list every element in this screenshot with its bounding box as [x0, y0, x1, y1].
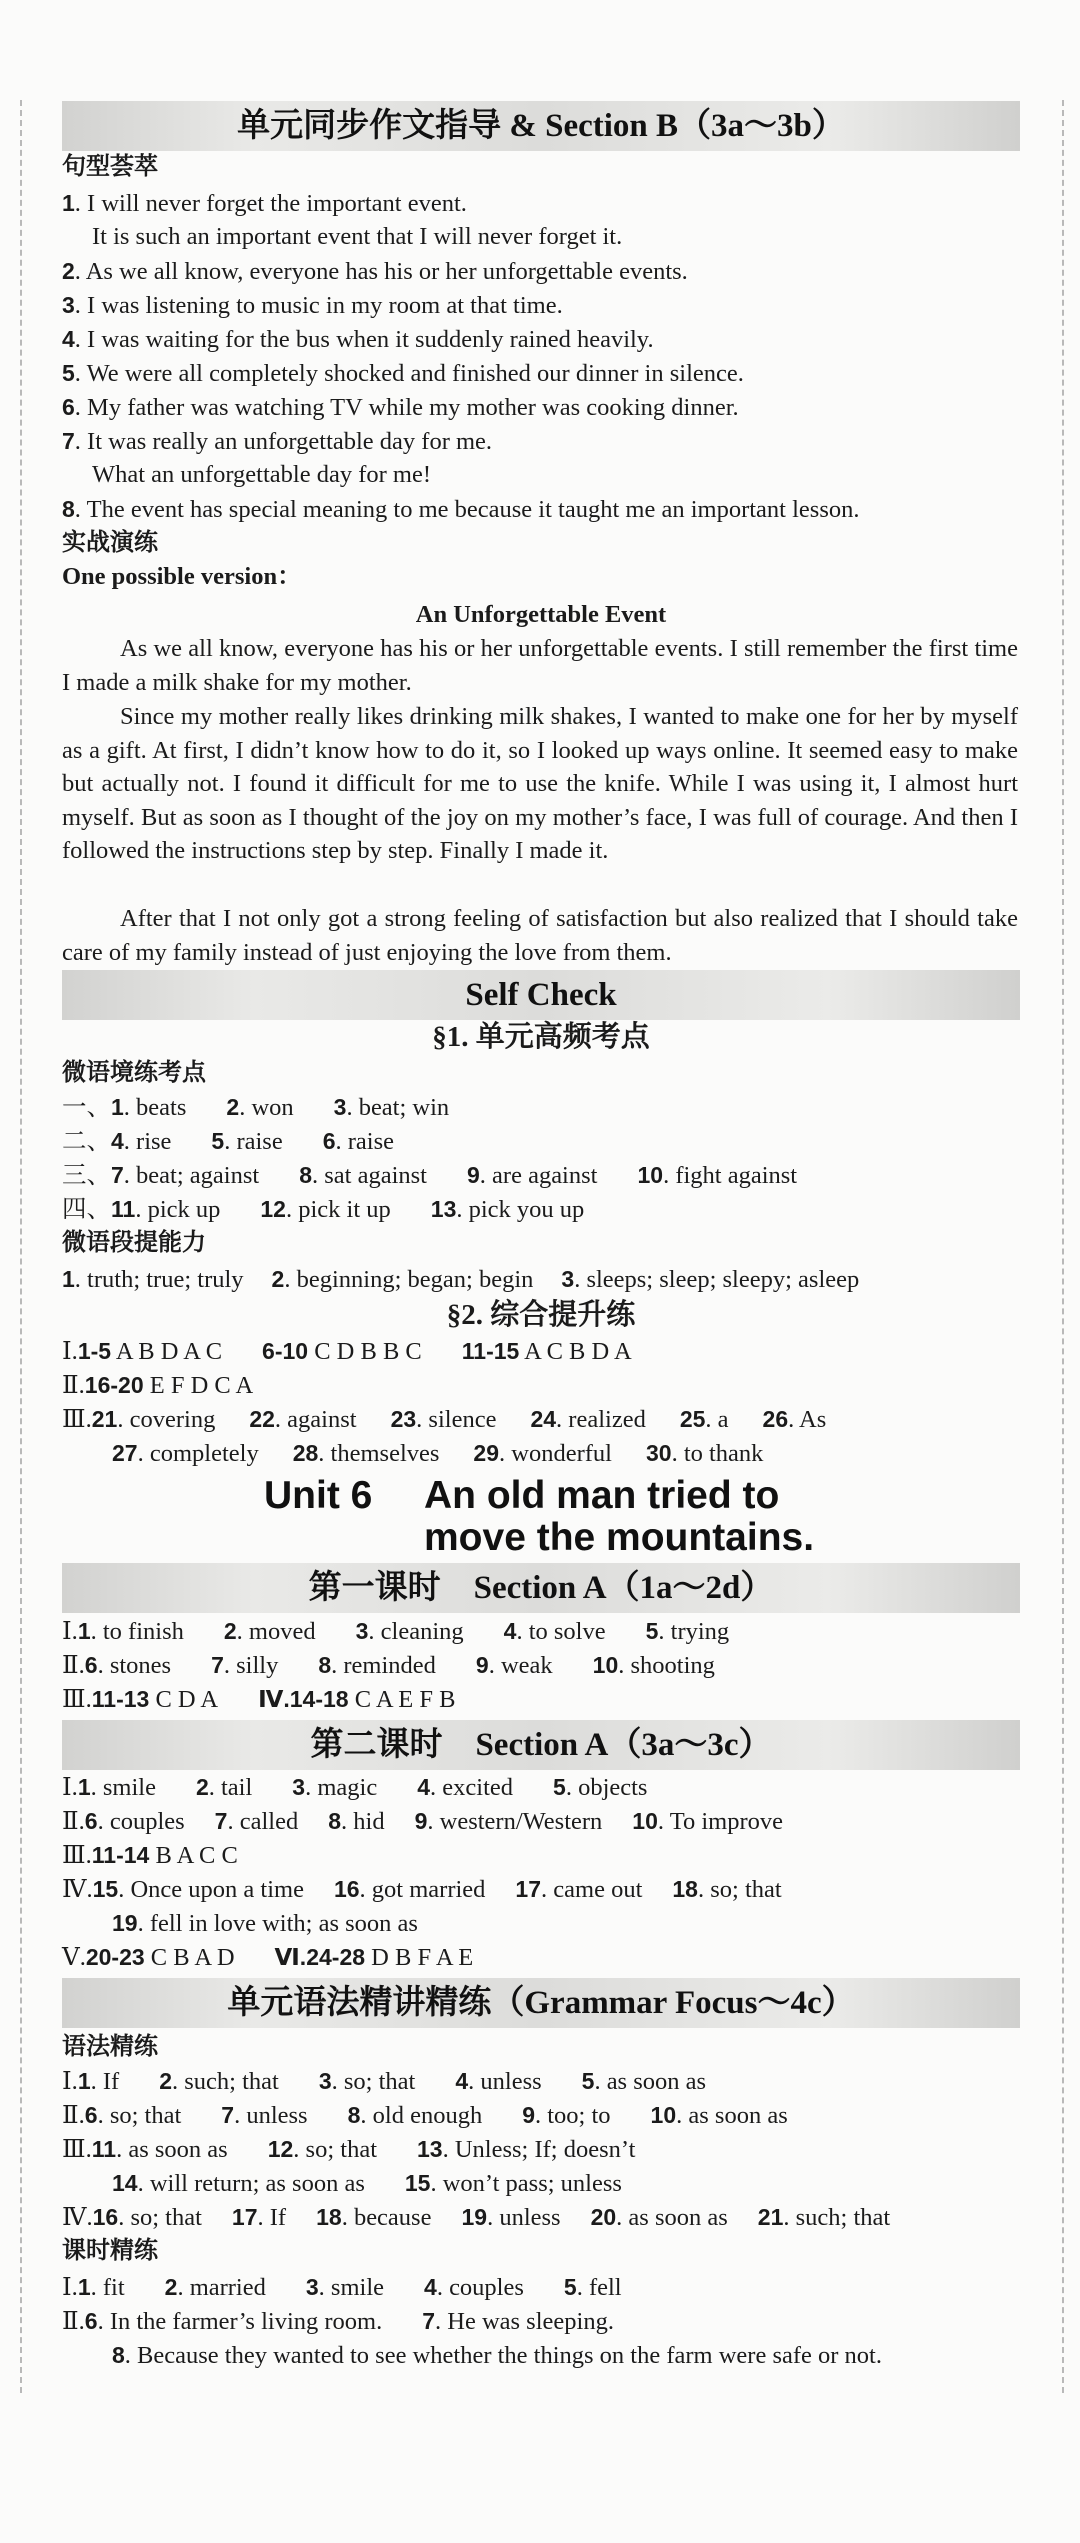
row-prefix: Ⅲ. [62, 1406, 92, 1433]
item-text: . so; that [293, 2136, 378, 2163]
item-text: . fit [90, 2274, 125, 2301]
item-number: 24 [530, 1406, 557, 1432]
item-text: . too; to [535, 2102, 611, 2129]
item-number: 8 [347, 2102, 361, 2128]
answer-row [62, 1402, 826, 1437]
row-prefix: 二、 [62, 1128, 111, 1155]
row-prefix: 一、 [62, 1094, 111, 1121]
item-text: . beginning; began; begin [284, 1266, 534, 1293]
row-prefix: Ⅴ. [62, 1944, 86, 1971]
item-text: . couples [436, 2274, 524, 2301]
item-text: A B D A C [111, 1338, 223, 1365]
row-prefix: Ⅳ. [62, 2204, 93, 2231]
item-number: 2 [195, 1774, 209, 1800]
item-text: . cleaning [368, 1618, 464, 1645]
item-text: . such; that [783, 2204, 891, 2231]
item-text: . themselves [318, 1440, 440, 1467]
item-text: C D B B C [308, 1338, 422, 1365]
item-text: . If [257, 2204, 287, 2231]
sentence-item [62, 390, 739, 425]
item-text: . shooting [618, 1652, 715, 1679]
unit-title-line2: move the mountains. [424, 1516, 815, 1559]
item-number: 4 [111, 1128, 124, 1154]
item-text: . moved [236, 1618, 316, 1645]
item-number: 11-14 [91, 1842, 150, 1868]
item-text: . trying [658, 1618, 730, 1645]
item-number: 7 [221, 2102, 235, 2128]
item-number: 3 [333, 1094, 347, 1120]
item-text: . sat against [311, 1162, 427, 1189]
item-text: . pick you up [456, 1196, 585, 1223]
answer-row [62, 1838, 238, 1873]
item-number: 8 [299, 1162, 312, 1188]
row-prefix: Ⅱ. [62, 2308, 85, 2335]
item-text: . as soon as [594, 2068, 707, 2095]
sentence-item [62, 322, 654, 357]
item-number: 6 [62, 394, 75, 420]
item-text: . beat; win [346, 1094, 450, 1121]
item-text: E F D C A [143, 1372, 254, 1399]
item-text: . objects [565, 1774, 648, 1801]
item-text: . came out [541, 1876, 643, 1903]
answer-row [62, 1682, 455, 1717]
subheading: 微语段提能力 [62, 1230, 206, 1256]
item-number: 20 [590, 2204, 617, 2230]
item-text: . silly [223, 1652, 279, 1679]
item-number: 3 [318, 2068, 332, 2094]
item-number: 6 [322, 1128, 336, 1154]
item-text: . beats [123, 1094, 187, 1121]
item-number: 11-15 [461, 1338, 520, 1364]
item-number: 18 [316, 2204, 342, 2230]
item-number: 17 [231, 2204, 258, 2230]
item-number: 29 [473, 1440, 500, 1466]
row-prefix: 四、 [62, 1196, 111, 1223]
item-number: 5 [563, 2274, 577, 2300]
answer-row [62, 1192, 584, 1227]
answer-row [62, 1648, 715, 1683]
answer-row [62, 1872, 782, 1907]
item-number: 9 [414, 1808, 428, 1834]
item-text: . smile [318, 2274, 385, 2301]
item-text: . won’t pass; unless [430, 2170, 622, 2197]
item-text: . unless [234, 2102, 308, 2129]
item-number: 25 [679, 1406, 706, 1432]
answer-row [62, 1124, 394, 1159]
item-text: . to finish [90, 1618, 184, 1645]
answer-row [62, 1614, 729, 1649]
item-number: Ⅳ.14-18 [258, 1686, 349, 1712]
subheading: 句型荟萃 [62, 154, 158, 180]
item-number: 1 [77, 1618, 91, 1644]
item-number: 11 [91, 2136, 117, 2162]
item-number: 6-10 [262, 1338, 309, 1364]
item-number: 5 [553, 1774, 566, 1800]
item-text: . to solve [516, 1618, 606, 1645]
item-number: 2 [226, 1094, 240, 1120]
item-text: . magic [305, 1774, 378, 1801]
item-number: 21 [91, 1406, 118, 1432]
item-text: . got married [359, 1876, 486, 1903]
answer-row [62, 2270, 622, 2305]
unit-title-line1: An old man tried to [424, 1474, 780, 1517]
essay-paragraph: After that I not only got a strong feeling of satisfaction but also realized that I should take care of my family instead of just enjoying the love from them. [62, 905, 1018, 966]
item-text: . so; that [331, 2068, 416, 2095]
item-number: 11-13 [91, 1686, 150, 1712]
item-number: 10 [592, 1652, 619, 1678]
answer-row [62, 1368, 253, 1403]
item-number: 4 [417, 1774, 431, 1800]
item-text: . fight against [663, 1162, 798, 1189]
row-prefix: 三、 [62, 1162, 111, 1189]
item-number: 18 [672, 1876, 698, 1902]
item-text: . Unless; If; doesn’t [442, 2136, 636, 2163]
item-text: . to thank [671, 1440, 764, 1467]
item-text: . a [705, 1406, 729, 1433]
item-text: . realized [556, 1406, 646, 1433]
item-text: B A C C [149, 1842, 238, 1869]
item-number: 16 [333, 1876, 360, 1902]
item-text: . are against [479, 1162, 598, 1189]
item-text: . married [177, 2274, 266, 2301]
item-text: . reminded [331, 1652, 436, 1679]
row-prefix: Ⅱ. [62, 1808, 85, 1835]
item-number: 27 [112, 1440, 138, 1466]
item-text: . as soon as [116, 2136, 228, 2163]
unit-label: Unit 6 [264, 1474, 373, 1517]
item-text: . weak [488, 1652, 553, 1679]
sentence-item [62, 186, 467, 221]
item-number: 11 [111, 1196, 136, 1222]
item-number: 3 [62, 292, 75, 318]
section-banner: 单元同步作文指导 & Section B（3a～3b） [62, 101, 1020, 151]
item-number: 8 [318, 1652, 332, 1678]
sentence-item [92, 220, 622, 254]
item-number: Ⅵ.24-28 [274, 1944, 366, 1970]
item-number: 15 [404, 2170, 431, 2196]
item-text: . fell in love with; as soon as [137, 1910, 418, 1937]
row-prefix: Ⅱ. [62, 1372, 85, 1399]
item-number: 6 [84, 2102, 98, 2128]
essay-title: An Unforgettable Event [415, 601, 667, 628]
item-text: . covering [117, 1406, 216, 1433]
item-text: . raise [224, 1128, 283, 1155]
item-number: 7 [62, 428, 75, 454]
section-subtitle: §2. 综合提升练 [446, 1299, 636, 1331]
item-number: 16 [92, 2204, 119, 2230]
answer-row [112, 1436, 763, 1471]
item-number: 6 [84, 2308, 98, 2334]
item-text: . unless [468, 2068, 542, 2095]
item-number: 5 [211, 1128, 225, 1154]
item-text: . We were all completely shocked and finished our dinner in silence. [74, 360, 744, 387]
item-text: . completely [137, 1440, 259, 1467]
item-number: 19 [461, 2204, 488, 2230]
item-number: 5 [581, 2068, 595, 2094]
item-number: 3 [355, 1618, 369, 1644]
subheading: 实战演练 [62, 530, 158, 556]
item-number: 9 [475, 1652, 489, 1678]
answer-row [62, 1262, 859, 1297]
answer-row [112, 1906, 418, 1941]
subheading: 微语境练考点 [62, 1060, 206, 1086]
sentence-item [62, 356, 744, 391]
item-text: What an unforgettable day for me! [92, 461, 432, 488]
item-text: . stones [97, 1652, 172, 1679]
sentence-item [92, 458, 431, 492]
item-text: . As we all know, everyone has his or her unforgettable events. [74, 258, 688, 285]
row-prefix: Ⅲ. [62, 1842, 92, 1869]
item-number: 26 [762, 1406, 789, 1432]
item-text: . As [788, 1406, 827, 1433]
item-text: . The event has special meaning to me because it taught me an important lesson. [74, 496, 860, 523]
item-number: 1 [77, 1774, 91, 1800]
item-number: 13 [430, 1196, 457, 1222]
item-text: . I was waiting for the bus when it suddenly rained heavily. [74, 326, 654, 353]
item-number: 23 [390, 1406, 417, 1432]
item-text: . I will never forget the important event. [74, 190, 467, 217]
item-number: 1-5 [77, 1338, 112, 1364]
item-text: . If [90, 2068, 120, 2095]
item-text: . as soon as [676, 2102, 788, 2129]
item-text: C B A D [144, 1944, 235, 1971]
item-text: . He was sleeping. [435, 2308, 614, 2335]
item-number: 7 [111, 1162, 124, 1188]
item-number: 20-23 [85, 1944, 145, 1970]
item-number: 2 [159, 2068, 172, 2094]
item-number: 7 [422, 2308, 436, 2334]
answer-row [62, 2132, 635, 2167]
item-number: 14 [112, 2170, 138, 2196]
item-text: . smile [90, 1774, 156, 1801]
item-number: 6 [84, 1808, 98, 1834]
item-text: . pick it up [285, 1196, 391, 1223]
item-text: It is such an important event that I will never forget it. [92, 223, 623, 250]
item-number: 19 [112, 1910, 138, 1936]
version-label: One possible version： [62, 563, 302, 590]
item-number: 4 [424, 2274, 437, 2300]
item-text: . won [239, 1094, 294, 1121]
item-text: . sleeps; sleep; sleepy; asleep [574, 1266, 860, 1293]
item-text: . so; that [697, 1876, 782, 1903]
item-text: . hid [341, 1808, 385, 1835]
item-number: 9 [522, 2102, 535, 2128]
row-prefix: Ⅰ. [62, 2068, 78, 2095]
answer-row [62, 1158, 797, 1193]
item-text: . will return; as soon as [137, 2170, 365, 2197]
essay-paragraph: As we all know, everyone has his or her unforgettable events. I still remember the first time I made a milk shake for my mother. [62, 635, 1018, 696]
item-number: 9 [466, 1162, 480, 1188]
item-text: . pick up [135, 1196, 221, 1223]
item-text: . couples [97, 1808, 185, 1835]
item-number: 4 [455, 2068, 469, 2094]
item-number: 7 [211, 1652, 224, 1678]
row-prefix: Ⅰ. [62, 1774, 78, 1801]
right-fold-line [1062, 100, 1064, 2393]
section-banner: Self Check [62, 970, 1020, 1020]
item-text: C A E F B [348, 1686, 456, 1713]
section-banner: 第二课时 Section A（3a～3c） [62, 1720, 1020, 1770]
subheading: 课时精练 [62, 2238, 158, 2264]
item-number: 10 [650, 2102, 677, 2128]
item-text: . silence [416, 1406, 497, 1433]
section-banner: 单元语法精讲精练（Grammar Focus～4c） [62, 1978, 1020, 2028]
row-prefix: Ⅳ. [62, 1876, 93, 1903]
item-text: A C B D A [519, 1338, 632, 1365]
essay-paragraph: Since my mother really likes drinking milk shakes, I wanted to make one for her by myself as a gift. At first, I didn’t know how to do it, so I looked up ways online. It seemed easy to make but actually not. I found it difficult for me to use the knife. While I was using it, I almost hurt myself. But as soon as I thought of the joy on my mother’s face, I was full of courage. And then I followed the instructions step by step. Finally I made it. [62, 703, 1018, 865]
item-text: . Because they wanted to see whether the things on the farm were safe or not. [124, 2342, 882, 2369]
row-prefix: Ⅲ. [62, 1686, 92, 1713]
item-text: . fell [576, 2274, 622, 2301]
answer-row [62, 1940, 473, 1975]
row-prefix: Ⅲ. [62, 2136, 92, 2163]
answer-row [112, 2338, 882, 2373]
item-number: 2 [62, 258, 75, 284]
row-prefix: Ⅰ. [62, 1618, 78, 1645]
item-text: . called [227, 1808, 299, 1835]
item-text: . so; that [97, 2102, 182, 2129]
item-number: 2 [223, 1618, 237, 1644]
item-number: 5 [62, 360, 75, 386]
item-text: . old enough [360, 2102, 483, 2129]
item-text: . excited [430, 1774, 514, 1801]
item-text: . unless [487, 2204, 561, 2231]
item-number: 7 [214, 1808, 228, 1834]
row-prefix: Ⅱ. [62, 2102, 85, 2129]
sentence-item [62, 288, 563, 323]
item-number: 16-20 [84, 1372, 144, 1398]
item-text: . wonderful [499, 1440, 612, 1467]
item-number: 1 [62, 190, 75, 216]
row-prefix: Ⅰ. [62, 2274, 78, 2301]
answer-row [62, 1770, 647, 1805]
item-text: . It was really an unforgettable day for me. [74, 428, 493, 455]
answer-row [62, 1090, 449, 1125]
item-number: 22 [249, 1406, 275, 1432]
item-text: . western/Western [427, 1808, 603, 1835]
sentence-item [62, 424, 492, 459]
item-text: . rise [123, 1128, 172, 1155]
item-number: 8 [328, 1808, 342, 1834]
item-number: 10 [637, 1162, 664, 1188]
item-number: 8 [62, 496, 75, 522]
item-number: 13 [417, 2136, 443, 2162]
item-number: 21 [757, 2204, 784, 2230]
item-text: . My father was watching TV while my mother was cooking dinner. [74, 394, 739, 421]
item-number: 1 [62, 1266, 75, 1292]
item-number: 30 [645, 1440, 672, 1466]
item-number: 6 [84, 1652, 98, 1678]
answer-row [62, 2098, 788, 2133]
item-number: 1 [77, 2274, 91, 2300]
item-text: . tail [208, 1774, 253, 1801]
item-text: . such; that [171, 2068, 279, 2095]
item-number: 15 [92, 1876, 119, 1902]
left-fold-line [20, 100, 22, 2393]
item-number: 28 [292, 1440, 319, 1466]
answer-row [62, 1804, 783, 1839]
item-text: . To improve [657, 1808, 783, 1835]
item-number: 12 [260, 1196, 286, 1222]
item-number: 2 [271, 1266, 285, 1292]
item-text: D B F A E [365, 1944, 474, 1971]
item-number: 10 [632, 1808, 658, 1834]
answer-row [62, 2200, 890, 2235]
item-text: C D A [149, 1686, 219, 1713]
item-number: 4 [503, 1618, 517, 1644]
item-number: 3 [292, 1774, 306, 1800]
item-number: 17 [515, 1876, 542, 1902]
item-number: 8 [112, 2342, 125, 2368]
sentence-item [62, 492, 859, 527]
item-number: 5 [645, 1618, 659, 1644]
answer-row [62, 1334, 632, 1369]
item-number: 1 [77, 2068, 91, 2094]
answer-row [62, 2304, 614, 2339]
item-number: 12 [267, 2136, 294, 2162]
item-text: . beat; against [123, 1162, 260, 1189]
item-text: . against [274, 1406, 357, 1433]
item-text: . truth; true; truly [74, 1266, 244, 1293]
item-text: . raise [335, 1128, 395, 1155]
item-number: 1 [111, 1094, 124, 1120]
row-prefix: Ⅱ. [62, 1652, 85, 1679]
item-text: . because [341, 2204, 432, 2231]
item-text: . as soon as [616, 2204, 728, 2231]
item-text: . Once upon a time [118, 1876, 304, 1903]
item-text: . so; that [118, 2204, 202, 2231]
row-prefix: Ⅰ. [62, 1338, 78, 1365]
item-number: 4 [62, 326, 75, 352]
subheading: 语法精练 [62, 2034, 158, 2060]
section-subtitle: §1. 单元高频考点 [432, 1021, 650, 1053]
answer-row [112, 2166, 622, 2201]
item-number: 3 [561, 1266, 575, 1292]
section-banner: 第一课时 Section A（1a～2d） [62, 1563, 1020, 1613]
sentence-item [62, 254, 688, 289]
item-number: 2 [164, 2274, 178, 2300]
answer-row [62, 2064, 706, 2099]
item-text: . In the farmer’s living room. [97, 2308, 383, 2335]
item-text: . I was listening to music in my room at that time. [74, 292, 563, 319]
item-number: 3 [305, 2274, 319, 2300]
